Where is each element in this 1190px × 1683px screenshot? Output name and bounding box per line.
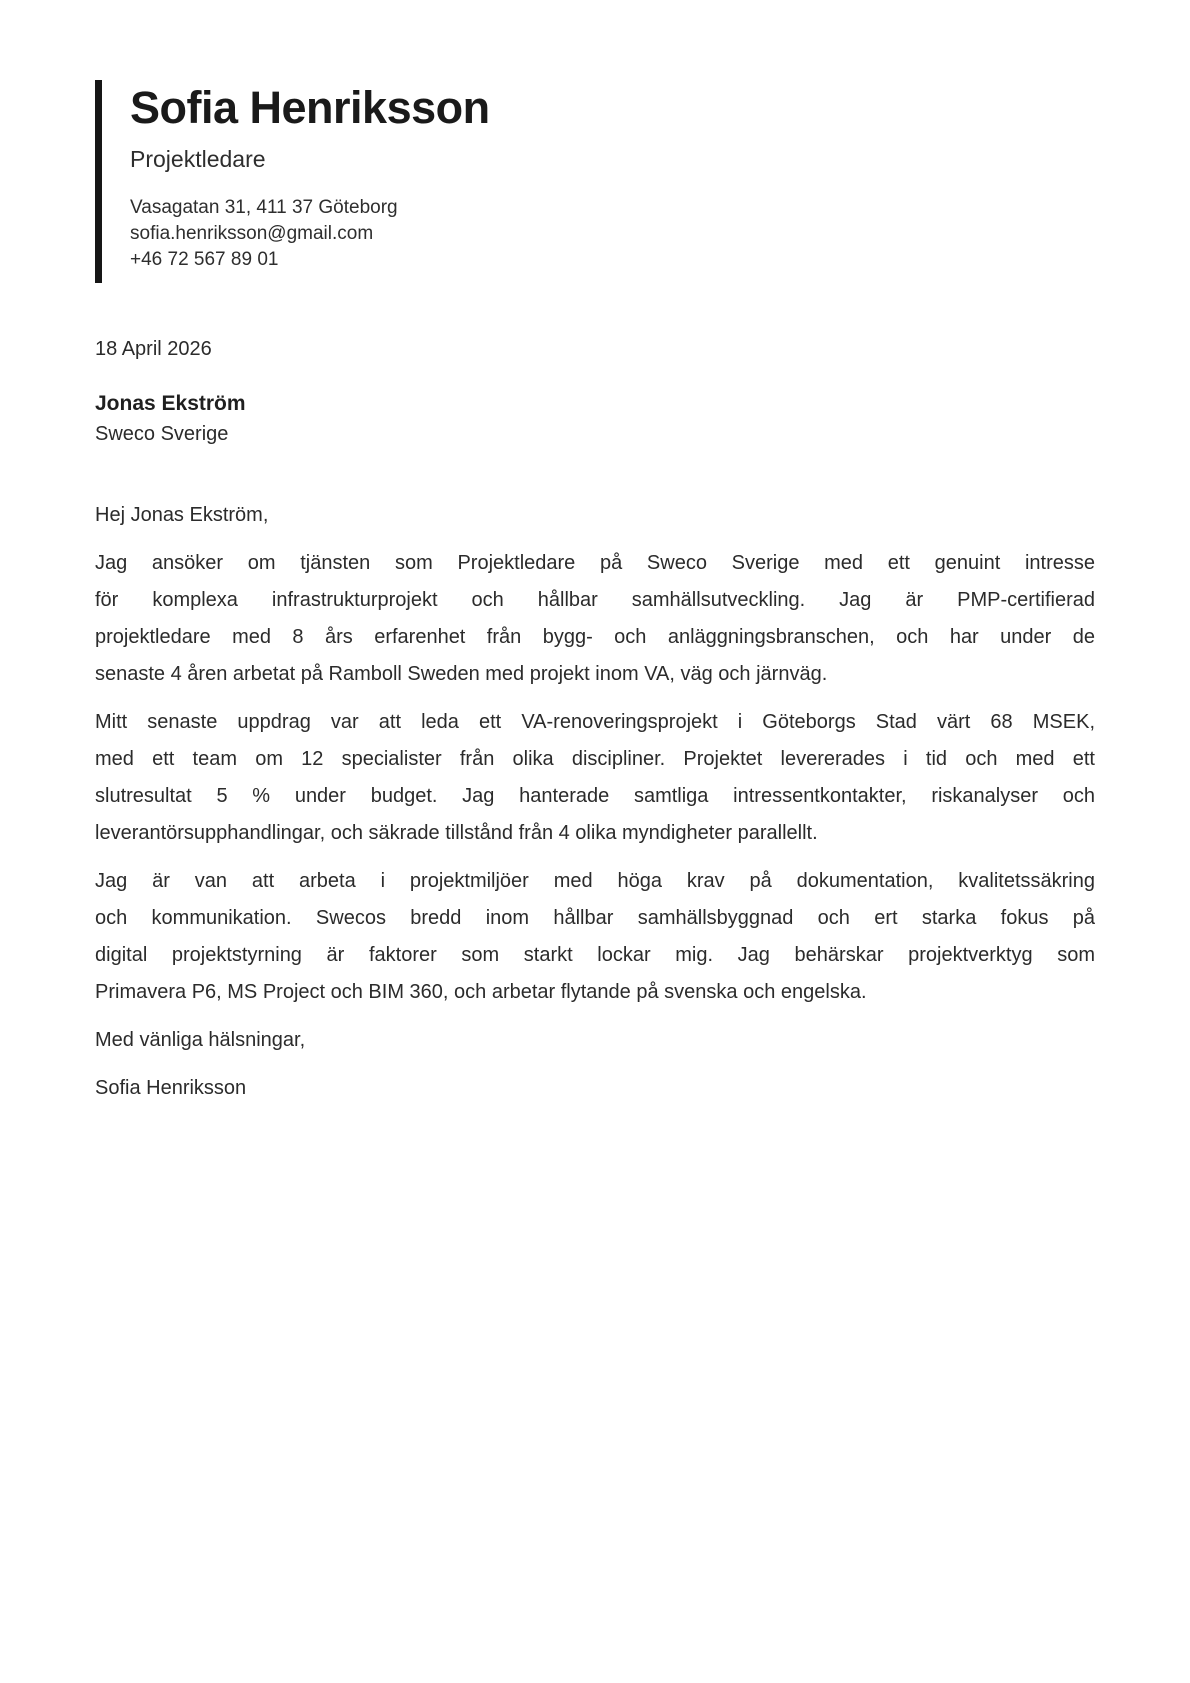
person-job-title: Projektledare <box>130 146 266 173</box>
contact-block <box>130 195 490 273</box>
recipient-name: Jonas Ekström <box>95 392 246 416</box>
letter-header <box>95 80 1095 283</box>
recipient-company: Sweco Sverige <box>95 423 229 446</box>
paragraph-3-line-3: digital projektstyrning är faktorer som starkt lockar mig. Jag behärskar projektverktyg som <box>95 944 1095 967</box>
signature-name: Sofia Henriksson <box>95 1077 247 1100</box>
paragraph-1-line-4: senaste 4 åren arbetat på Ramboll Sweden med projekt inom VA, väg och järnväg. <box>95 663 828 686</box>
paragraph-1 <box>95 545 1095 693</box>
paragraph-2-line-2: med ett team om 12 specialister från olika discipliner. Projektet levererades i tid och med ett <box>95 748 1095 771</box>
paragraph-3-line-2: och kommunikation. Swecos bredd inom hållbar samhällsbyggnad och ert starka fokus på <box>95 907 1095 930</box>
contact-address: Vasagatan 31, 411 37 Göteborg <box>130 197 398 219</box>
paragraph-2-line-1: Mitt senaste uppdrag var att leda ett VA-renoveringsprojekt i Göteborgs Stad värt 68 MSEK, <box>95 711 1095 734</box>
paragraph-2-line-4: leverantörsupphandlingar, och säkrade tillstånd från 4 olika myndigheter parallellt. <box>95 822 818 845</box>
paragraph-1-line-1: Jag ansöker om tjänsten som Projektledare på Sweco Sverige med ett genuint intresse <box>95 552 1095 575</box>
paragraph-2 <box>95 704 1095 852</box>
recipient-block <box>95 389 1095 449</box>
closing-line: Med vänliga hälsningar, <box>95 1029 306 1052</box>
person-name: Sofia Henriksson <box>130 82 490 133</box>
paragraph-3-line-4: Primavera P6, MS Project och BIM 360, och arbetar flytande på svenska och engelska. <box>95 981 867 1004</box>
header-accent-bar <box>95 80 102 283</box>
paragraph-3-line-1: Jag är van att arbeta i projektmiljöer med höga krav på dokumentation, kvalitetssäkring <box>95 870 1095 893</box>
header-text-block <box>102 80 490 283</box>
paragraph-1-line-2: för komplexa infrastrukturprojekt och hållbar samhällsutveckling. Jag är PMP-certifierad <box>95 589 1095 612</box>
greeting: Hej Jonas Ekström, <box>95 504 269 527</box>
paragraph-1-line-3: projektledare med 8 års erfarenhet från bygg- och anläggningsbranschen, och har under de <box>95 626 1095 649</box>
letter-date: 18 April 2026 <box>95 338 212 361</box>
paragraph-3 <box>95 863 1095 1011</box>
contact-phone: +46 72 567 89 01 <box>130 249 279 271</box>
paragraph-2-line-3: slutresultat 5 % under budget. Jag hanterade samtliga intressentkontakter, riskanalyser och <box>95 785 1095 808</box>
contact-email: sofia.henriksson@gmail.com <box>130 223 374 245</box>
